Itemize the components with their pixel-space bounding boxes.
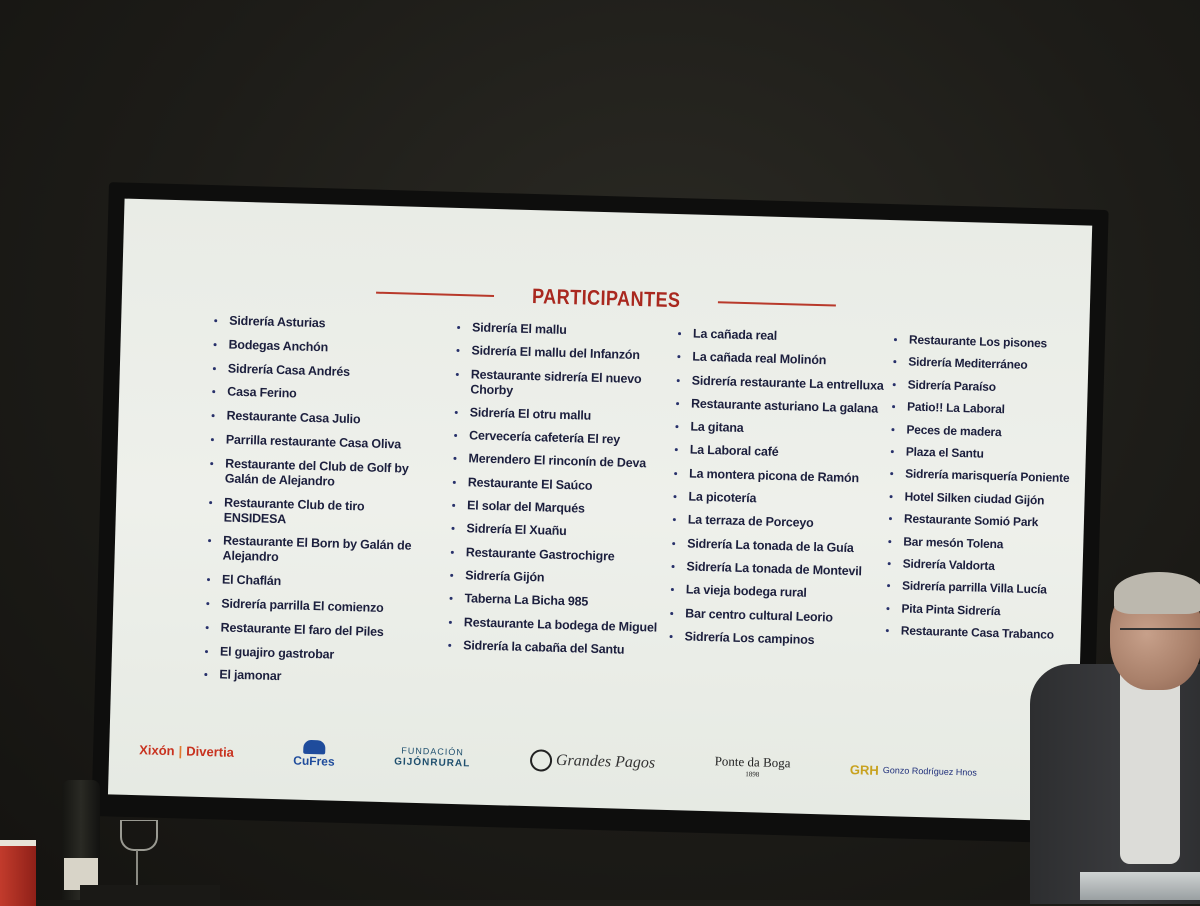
- participant-item: Sidrería El otru mallu: [454, 405, 674, 426]
- participant-item: La cañada real: [677, 326, 897, 347]
- ponte-logo-year: 1898: [745, 770, 760, 779]
- participant-item: Sidrería la cabaña del Santu: [447, 638, 667, 659]
- participants-list: [203, 313, 433, 688]
- participant-item: Sidrería La tonada de Montevil: [670, 559, 890, 580]
- ponte-logo-text: Ponte da Boga: [714, 753, 791, 771]
- participants-list: [668, 326, 897, 650]
- cufres-logo: [293, 740, 335, 769]
- participants-column-3: [668, 326, 897, 658]
- participant-item: Sidrería Asturias: [213, 313, 433, 334]
- participant-item: Sidrería Casa Andrés: [212, 361, 432, 382]
- grandes-pagos-logo-text: Grandes Pagos: [555, 751, 656, 772]
- participants-column-1: [203, 313, 433, 697]
- participant-item: La picotería: [672, 489, 892, 510]
- participant-item: Restaurante Somió Park: [888, 511, 1092, 532]
- participant-item: Sidrería Mediterráneo: [892, 354, 1092, 375]
- participant-item: Restaurante del Club de Golf by Galán de Alejandro: [209, 456, 430, 492]
- presenter-shirt: [1120, 664, 1180, 864]
- participant-item: Restaurante Gastrochigre: [450, 544, 670, 565]
- participant-item: Sidrería restaurante La entrelluxa: [676, 373, 896, 394]
- divertia-logo-text: Divertia: [186, 743, 235, 760]
- participant-item: El guajiro gastrobar: [204, 644, 424, 665]
- presenter-glasses: [1120, 628, 1200, 640]
- grandes-pagos-logo: [530, 749, 656, 774]
- participants-list: [447, 320, 676, 659]
- participant-item: Hotel Silken ciudad Gijón: [888, 489, 1092, 510]
- participant-item: Bar mesón Tolena: [887, 534, 1092, 555]
- table: [80, 885, 220, 900]
- participant-item: Restaurante El Saúco: [452, 475, 672, 496]
- participant-item: Patio!! La Laboral: [891, 399, 1092, 420]
- slide: [108, 199, 1092, 822]
- participant-item: Restaurante El Born by Galán de Alejandro: [206, 533, 427, 569]
- participant-item: La terraza de Porceyo: [672, 512, 892, 533]
- participant-item: Plaza el Santu: [890, 444, 1093, 465]
- participant-item: Sidrería El mallu del Infanzón: [455, 343, 675, 364]
- grh-logo-text: Gonzo Rodríguez Hnos: [882, 764, 977, 778]
- podium: [1080, 872, 1200, 900]
- participant-item: La cañada real Molinón: [676, 349, 896, 370]
- participant-item: Sidrería La tonada de la Guía: [671, 536, 891, 557]
- fundacion-logo-text: FUNDACIÓN: [401, 745, 464, 758]
- cufres-logo-text: CuFres: [293, 753, 335, 769]
- gijonrural-logo-text: GIJÓNRURAL: [394, 756, 471, 770]
- glass-stem: [136, 850, 138, 890]
- title-rule-right: [718, 301, 836, 306]
- bull-icon: [303, 740, 325, 755]
- wine-bottle: [62, 780, 100, 900]
- xixon-logo-text: Xixón: [139, 741, 175, 758]
- participant-item: Restaurante Los pisones: [893, 332, 1092, 353]
- participant-item: Sidrería Los campinos: [668, 629, 888, 650]
- participant-item: Sidrería marisquería Poniente: [889, 466, 1092, 487]
- ponte-da-boga-logo: [714, 753, 790, 779]
- participant-item: La Laboral café: [674, 443, 894, 464]
- title-rule-left: [376, 292, 494, 297]
- participant-item: Parrilla restaurante Casa Oliva: [210, 432, 430, 453]
- projection-screen: [91, 182, 1108, 844]
- participant-item: Sidrería Paraíso: [891, 377, 1092, 398]
- participant-item: Sidrería parrilla Villa Lucía: [886, 578, 1092, 599]
- participant-item: Casa Ferino: [211, 384, 431, 405]
- glass-bowl: [120, 820, 158, 851]
- participant-item: Restaurante asturiano La galana: [675, 396, 895, 417]
- presenter: [1010, 572, 1200, 900]
- participant-item: La vieja bodega rural: [670, 582, 890, 603]
- participant-item: Merendero El rinconín de Deva: [452, 451, 672, 472]
- grandes-pagos-seal-icon: [530, 749, 553, 772]
- red-box: [0, 840, 36, 906]
- participant-item: El Chaflán: [206, 572, 426, 593]
- presenter-hair: [1114, 572, 1200, 614]
- logo-separator: |: [178, 742, 183, 758]
- xixon-divertia-logo: [139, 742, 234, 760]
- fundacion-gijon-rural-logo: [394, 745, 471, 769]
- participant-item: El solar del Marqués: [451, 498, 671, 519]
- participant-item: El jamonar: [203, 667, 423, 688]
- sponsor-logos: [139, 729, 1058, 795]
- participant-item: La gitana: [674, 419, 894, 440]
- participant-item: Bar centro cultural Leorio: [669, 606, 889, 627]
- participant-item: Restaurante Casa Trabanco: [885, 623, 1093, 644]
- participant-item: La montera picona de Ramón: [673, 466, 893, 487]
- participant-item: Sidrería Gijón: [449, 568, 669, 589]
- participant-item: Sidrería El mallu: [456, 320, 676, 341]
- participant-item: Restaurante Casa Julio: [210, 408, 430, 429]
- participant-item: Restaurante sidrería El nuevo Chorby: [454, 366, 675, 402]
- participant-item: Restaurante El faro del Piles: [204, 620, 424, 641]
- grh-logo: [850, 762, 977, 781]
- participant-item: Cervecería cafetería El rey: [453, 428, 673, 449]
- participant-item: Sidrería Valdorta: [886, 556, 1092, 577]
- participant-item: Bodegas Anchón: [212, 337, 432, 358]
- participant-item: Sidrería parrilla El comienzo: [205, 596, 425, 617]
- grh-logo-mark: GRH: [849, 761, 880, 778]
- participant-item: Sidrería El Xuañu: [450, 521, 670, 542]
- slide-title: PARTICIPANTES: [531, 285, 681, 313]
- participant-item: Peces de madera: [890, 422, 1092, 443]
- participant-item: Restaurante La bodega de Miguel: [448, 614, 668, 635]
- participants-column-2: [447, 320, 676, 667]
- participant-item: Pita Pinta Sidrería: [885, 601, 1092, 622]
- participant-item: Restaurante Club de tiro ENSIDESA: [208, 495, 429, 531]
- participant-item: Taberna La Bicha 985: [448, 591, 668, 612]
